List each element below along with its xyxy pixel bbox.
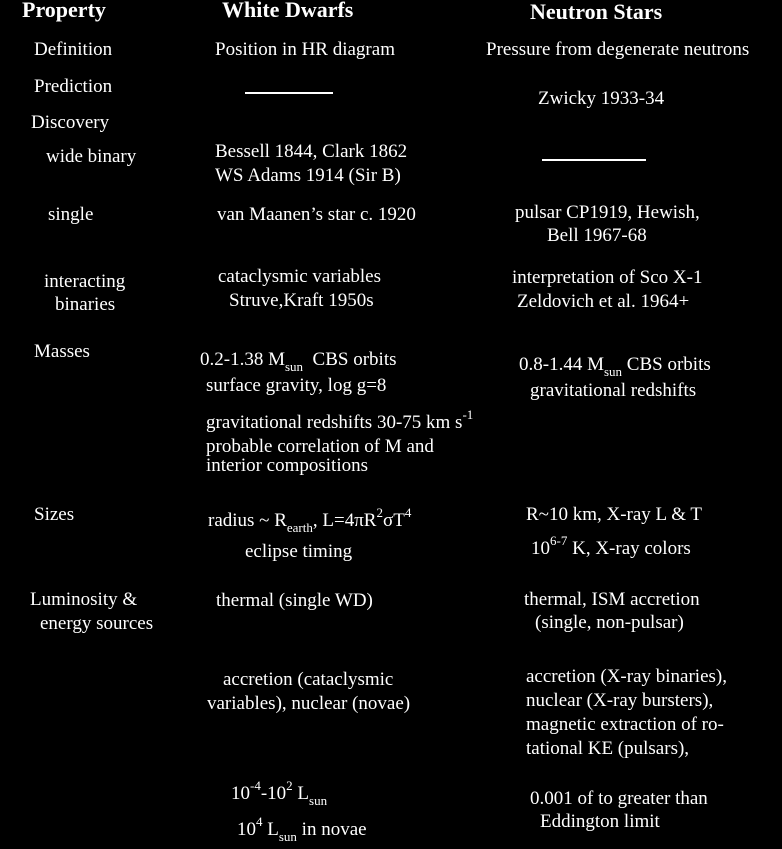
luminosity-white-dwarfs-accretion-line1: accretion (cataclysmic: [223, 669, 394, 690]
masses-neutron-stars-line2: gravitational redshifts: [530, 380, 697, 401]
luminosity-neutron-stars-thermal-line1: thermal, ISM accretion: [524, 589, 700, 610]
sizes-white-dwarfs-line2: eclipse timing: [245, 541, 353, 562]
header-white-dwarfs: White Dwarfs: [222, 0, 354, 22]
single-white-dwarfs: van Maanen’s star c. 1920: [217, 204, 416, 225]
interacting-neutron-stars-line1: interpretation of Sco X-1: [512, 267, 703, 288]
header-property: Property: [22, 0, 106, 22]
sizes-neutron-stars-line1: R~10 km, X-ray L & T: [526, 504, 702, 525]
masses-neutron-stars-line1: 0.8-1.44 $M_{sun}$ CBS orbits: [519, 354, 711, 379]
prediction-white-dwarfs-dash: [245, 92, 333, 94]
row-label-single: single: [48, 204, 94, 225]
masses-white-dwarfs-line5: interior compositions: [206, 455, 369, 476]
row-label-definition: Definition: [34, 39, 113, 60]
row-label-discovery: Discovery: [31, 112, 110, 133]
row-label-wide-binary: wide binary: [46, 146, 137, 167]
masses-white-dwarfs-line1: 0.2-1.38 $M_{sun}$ CBS orbits: [200, 349, 397, 374]
interacting-neutron-stars-line2: Zeldovich et al. 1964+: [517, 291, 690, 312]
row-label-masses: Masses: [34, 341, 90, 362]
row-label-interacting: interacting: [44, 271, 126, 292]
luminosity-neutron-stars-accretion-line3: magnetic extraction of ro-: [526, 714, 724, 735]
row-label-prediction: Prediction: [34, 76, 113, 97]
wide-binary-white-dwarfs-line1: Bessell 1844, Clark 1862: [215, 141, 408, 162]
wide-binary-neutron-stars-dash: [542, 159, 646, 161]
prediction-neutron-stars: Zwicky 1933-34: [538, 88, 665, 109]
row-label-sizes: Sizes: [34, 504, 75, 525]
header-neutron-stars: Neutron Stars: [530, 0, 663, 24]
masses-white-dwarfs-line4: probable correlation of M and: [206, 436, 434, 457]
luminosity-neutron-stars-accretion-line4: tational KE (pulsars),: [526, 738, 690, 759]
sizes-white-dwarfs-line1: radius ~ $R_{earth}$, $L=4\pi R^2\sigma T^4$: [208, 505, 412, 535]
definition-neutron-stars: Pressure from degenerate neutrons: [486, 39, 750, 60]
masses-white-dwarfs-line3: gravitational redshifts 30-75 km $s^{-1}$: [206, 407, 474, 433]
single-neutron-stars-line2: Bell 1967-68: [547, 225, 647, 246]
luminosity-white-dwarfs-novae: $10^4$ $L_{sun}$ in novae: [237, 814, 367, 844]
sizes-neutron-stars-line2: 10$^{6-7}$ K, X-ray colors: [531, 533, 691, 559]
wide-binary-white-dwarfs-line2: WS Adams 1914 (Sir B): [215, 165, 401, 186]
row-label-luminosity: Luminosity &: [30, 589, 138, 610]
luminosity-neutron-stars-thermal-line2: (single, non-pulsar): [535, 612, 684, 633]
luminosity-neutron-stars-accretion-line1: accretion (X-ray binaries),: [526, 666, 727, 687]
luminosity-neutron-stars-range-line1: 0.001 of to greater than: [530, 788, 708, 809]
luminosity-neutron-stars-accretion-line2: nuclear (X-ray bursters),: [526, 690, 714, 711]
row-label-energy-sources: energy sources: [40, 613, 154, 634]
luminosity-white-dwarfs-thermal: thermal (single WD): [216, 590, 373, 611]
luminosity-white-dwarfs-accretion-line2: variables), nuclear (novae): [207, 693, 411, 714]
interacting-white-dwarfs-line1: cataclysmic variables: [218, 266, 382, 287]
interacting-white-dwarfs-line2: Struve,Kraft 1950s: [229, 290, 374, 311]
row-label-binaries: binaries: [55, 294, 116, 315]
luminosity-neutron-stars-range-line2: Eddington limit: [540, 811, 660, 832]
masses-white-dwarfs-line2: surface gravity, log g=8: [206, 375, 387, 396]
luminosity-white-dwarfs-range: $10^{-4}-10^2$ $L_{sun}$: [231, 778, 328, 808]
definition-white-dwarfs: Position in HR diagram: [215, 39, 395, 60]
single-neutron-stars-line1: pulsar CP1919, Hewish,: [515, 202, 700, 223]
